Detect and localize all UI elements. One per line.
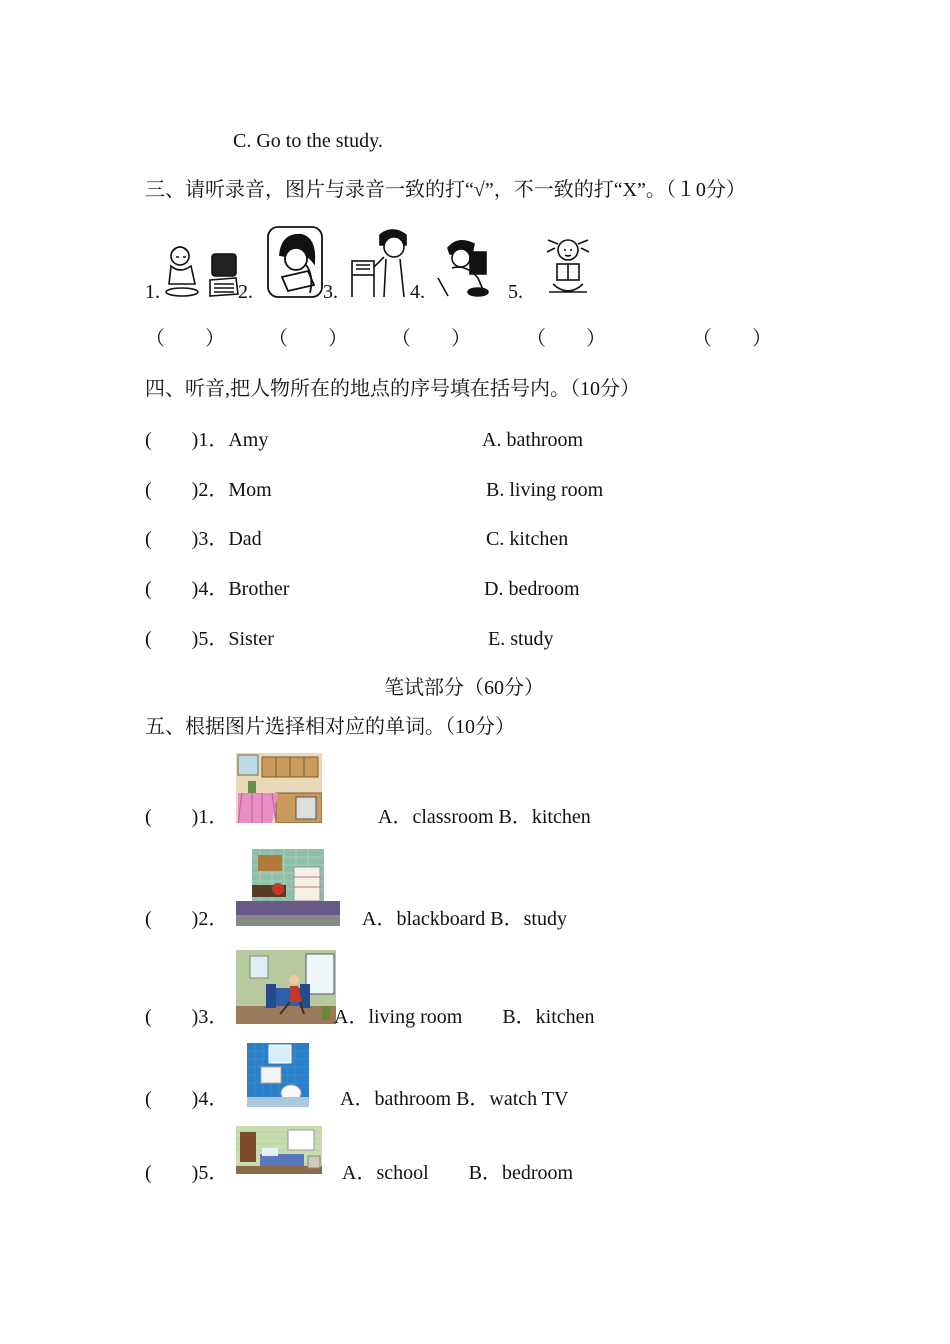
s4-option-a: A. bathroom [482,429,584,451]
s5-options-4: A．bathroom B．watch TV [340,1088,569,1110]
girl-reading-book-icon [543,234,593,298]
bathroom-picture [247,1043,309,1107]
s3-number-4: 4. [410,281,425,303]
s3-number-5: 5. [508,281,523,303]
prev-option-c: C. Go to the study. [233,130,383,152]
s5-options-3: A．living room B．kitchen [334,1006,595,1028]
s5-options-2: A．blackboard B．study [362,908,567,930]
s5-question-3[interactable]: ( )3． [145,1006,229,1028]
s4-question-4[interactable]: ( )4．Brother [145,578,290,600]
section3-heading: 三、请听录音，图片与录音一致的打“√”，不一致的打“X”。（１0分） [145,179,746,201]
s5-options-5: A．school B．bedroom [342,1162,574,1184]
written-part-title: 笔试部分（60分） [384,677,544,699]
s3-number-3: 3. [323,281,338,303]
study-picture [236,849,340,926]
s3-answer-bracket-1[interactable]: （ ） [145,328,225,350]
s5-question-5[interactable]: ( )5． [145,1162,229,1184]
s5-options-1: A．classroom B．kitchen [378,806,591,828]
s4-question-3[interactable]: ( )3．Dad [145,528,262,550]
s4-option-c: C. kitchen [486,528,569,550]
s5-question-1[interactable]: ( )1． [145,806,229,828]
boy-telephone-icon [350,225,412,299]
s4-option-e: E. study [488,628,554,650]
living-room-picture [236,950,336,1024]
s5-question-4[interactable]: ( )4． [145,1088,229,1110]
s4-question-1[interactable]: ( )1．Amy [145,429,269,451]
s3-answer-bracket-4[interactable]: （ ） [526,328,606,350]
s3-answer-bracket-5[interactable]: （ ） [692,328,772,350]
s5-question-2[interactable]: ( )2． [145,908,229,930]
bedroom-picture [236,1126,322,1174]
s3-answer-bracket-2[interactable]: （ ） [268,328,348,350]
girl-reading-icon [266,225,324,299]
boy-watching-tv-icon [434,238,498,298]
s3-answer-bracket-3[interactable]: （ ） [391,328,471,350]
section5-heading: 五、根据图片选择相对应的单词。（10分） [145,716,515,738]
s4-question-2[interactable]: ( )2．Mom [145,479,272,501]
s3-number-1: 1. [145,281,160,303]
s3-number-2: 2. [238,281,253,303]
girl-sleeping-icon [162,242,202,298]
computer-icon [206,250,240,298]
section4-heading: 四、听音,把人物所在的地点的序号填在括号内。（10分） [145,378,640,400]
s4-question-5[interactable]: ( )5．Sister [145,628,274,650]
kitchen-picture [236,753,322,823]
s4-option-d: D. bedroom [484,578,580,600]
s4-option-b: B. living room [486,479,604,501]
